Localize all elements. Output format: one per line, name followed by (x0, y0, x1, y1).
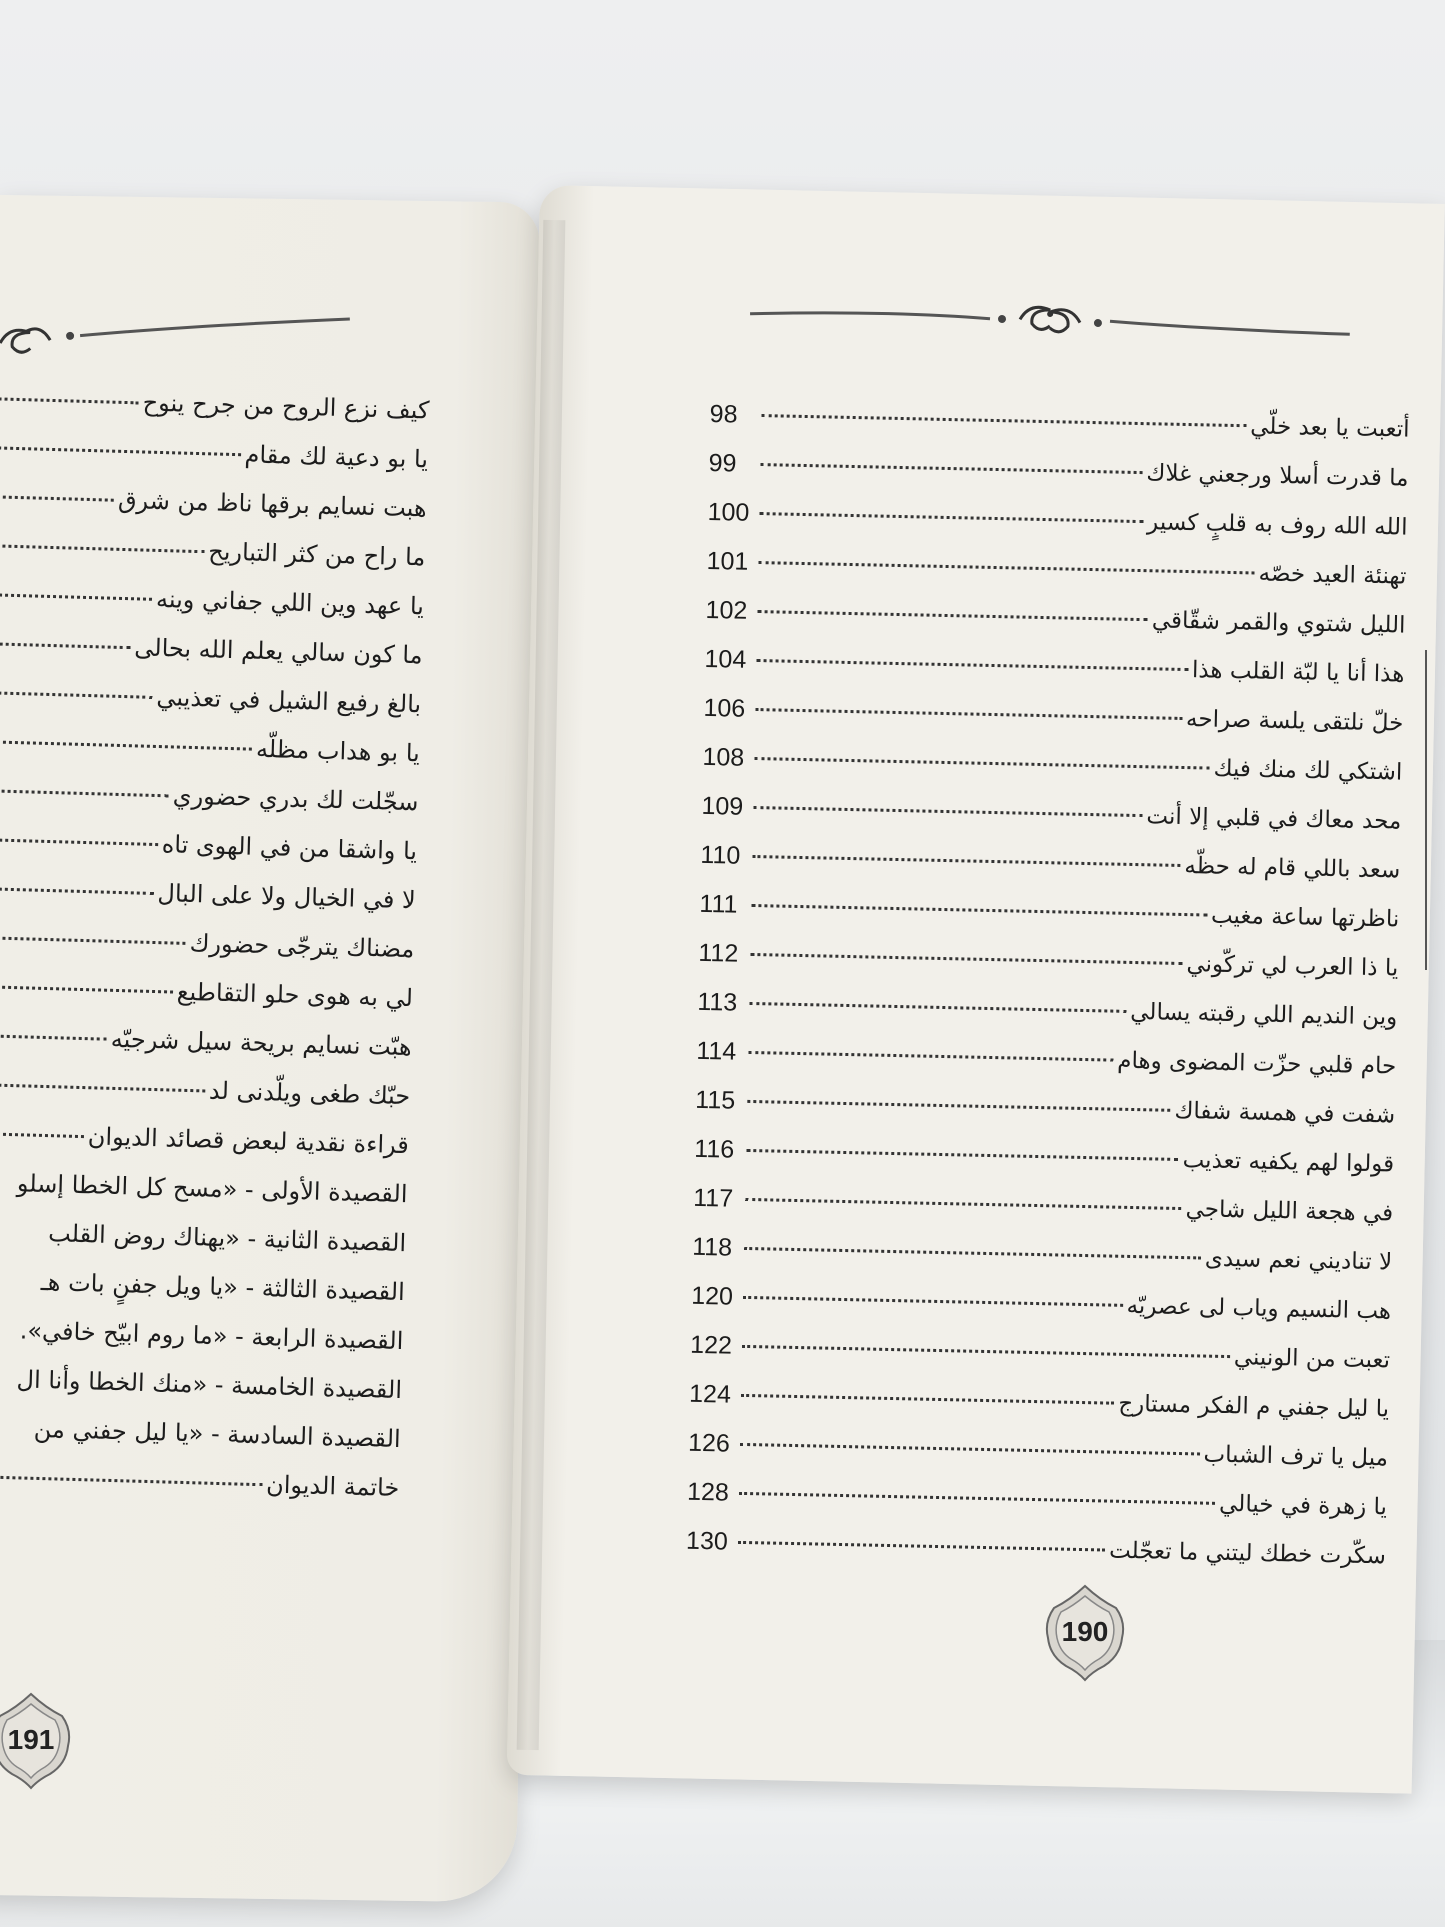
dot-leader (738, 1541, 1105, 1552)
page-number: 191 (7, 1724, 55, 1755)
toc-title: وين النديم اللي رقبته يسالي (1130, 998, 1398, 1031)
toc-page-number: 102 (705, 595, 748, 625)
dot-leader (0, 442, 241, 456)
toc-title: محد معاك في قلبي إلا أنت (1146, 803, 1402, 835)
dot-leader (742, 1345, 1230, 1358)
toc-page-number: 108 (702, 742, 745, 772)
toc-title: ميل يا ترف الشباب (1203, 1441, 1389, 1472)
toc-list-right (685, 400, 1409, 1590)
toc-page-number: 106 (703, 693, 746, 723)
toc-title: حبّك طغى ويلّدنى لد (208, 1076, 411, 1111)
toc-title: سعد باللي قام له حظّه (1184, 853, 1401, 884)
dot-leader (0, 589, 152, 601)
toc-title: لا تناديني نعم سيدى (1204, 1245, 1393, 1276)
toc-page-number: 113 (697, 987, 738, 1017)
toc-page-number: 117 (692, 1183, 734, 1213)
toc-title: يا واشقا من في الهوى تاه (161, 830, 418, 866)
toc-page-number: 104 (704, 644, 747, 674)
dot-leader (761, 463, 1143, 474)
dot-leader (0, 638, 130, 649)
toc-title: الليل شتوي والقمر شقّاقي (1151, 607, 1406, 639)
toc-page-number: 100 (707, 497, 750, 527)
page-badge-icon (0, 1690, 74, 1790)
dot-leader (0, 1079, 205, 1093)
dot-leader (744, 1247, 1201, 1260)
toc-page-number: 101 (706, 546, 749, 576)
toc-title: القصيدة الخامسة - «منك الخطا وأنا ال (16, 1365, 403, 1405)
dot-leader (0, 687, 153, 699)
toc-title: هبت نسايم برقها ناظ من شرق (117, 485, 428, 523)
toc-page-number: 122 (689, 1330, 733, 1360)
dot-leader (0, 491, 114, 502)
dot-leader (753, 806, 1142, 817)
dot-leader (751, 904, 1207, 917)
dot-leader (0, 932, 186, 945)
toc-page-number: 115 (695, 1085, 736, 1115)
toc-page-number: 128 (686, 1477, 730, 1507)
toc-title: تعبت من الونيني (1233, 1344, 1391, 1374)
toc-page-number: 112 (698, 938, 739, 968)
toc-title: خاتمة الديوان (265, 1470, 400, 1503)
toc-page-number: 124 (688, 1379, 732, 1409)
page-number: 190 (1061, 1616, 1109, 1647)
dot-leader (759, 561, 1255, 574)
toc-title: قراءة نقدية لبعض قصائد الديوان (87, 1122, 410, 1160)
toc-title: كيف نزع الروح من جرح ينوح (142, 388, 430, 425)
dot-leader (0, 883, 154, 895)
toc-title: لي به هوى حلو التقاطيع (176, 977, 414, 1013)
toc-title: الله الله روف به قلبٍ كسير (1146, 509, 1408, 541)
dot-leader (0, 1030, 107, 1041)
ornament-divider-icon (0, 297, 360, 363)
toc-title: اشتكي لك منك فيك (1213, 755, 1403, 786)
toc-title: شفت في همسة شفاك (1174, 1097, 1396, 1129)
dot-leader (745, 1198, 1181, 1210)
dot-leader (752, 855, 1180, 867)
toc-title: هذا أنا يا لبّة القلب هذا (1191, 657, 1405, 688)
toc-page-number: 116 (694, 1134, 735, 1164)
toc-page-number: 110 (700, 840, 741, 870)
toc-title: لا في الخيال ولا على البال (157, 879, 417, 915)
toc-page-number: 126 (687, 1428, 731, 1458)
toc-title: قولوا لهم يكفيه تعذيب (1182, 1147, 1395, 1178)
page-edge-ornament (1425, 650, 1445, 970)
dot-leader (757, 659, 1188, 671)
toc-title: القصيدة الثالثة - «يا ويل جفنٍ بات هـ (40, 1267, 406, 1307)
toc-title: هبّت نسايم بريحة سيل شرجيّه (110, 1024, 412, 1062)
dot-leader (0, 540, 204, 553)
toc-title: القصيدة الثانية - «يهناك روض القلب (47, 1219, 407, 1258)
page-badge-icon (1042, 1582, 1128, 1682)
dot-leader (748, 1051, 1113, 1062)
dot-leader (755, 708, 1182, 720)
toc-title: هب النسيم وياب لى عصريّه (1126, 1292, 1392, 1325)
toc-page-number: 120 (690, 1281, 734, 1311)
toc-title: أتعبت يا بعد خلّي (1249, 413, 1410, 443)
dot-leader (762, 414, 1247, 427)
toc-title: يا بو هداب مظلّه (255, 734, 421, 768)
dot-leader (739, 1492, 1215, 1505)
toc-title: خلّ نلتقى يلسة صراحه (1185, 706, 1404, 737)
dot-leader (760, 512, 1144, 523)
toc-title: ما راح من كثر التباريح (207, 537, 426, 572)
toc-title: ما قدرت أسلا ورجعني غلاك (1146, 460, 1409, 492)
toc-list-left (0, 380, 430, 1523)
toc-title: ناظرتها ساعة مغيب (1210, 902, 1400, 933)
dot-leader (746, 1149, 1178, 1161)
toc-title: القصيدة الرابعة - «ما روم ابيّح خافي». (19, 1316, 404, 1356)
dot-leader (0, 1471, 262, 1487)
dot-leader (0, 736, 252, 751)
dot-leader (0, 1128, 84, 1138)
dot-leader (758, 610, 1148, 621)
toc-title: يا ذا العرب لي تركّوني (1186, 951, 1399, 982)
dot-leader (743, 1296, 1122, 1307)
dot-leader (0, 785, 169, 797)
toc-page-number: 111 (699, 889, 738, 919)
toc-page-number: 114 (696, 1036, 737, 1066)
toc-title: مضناك يترجّى حضورك (189, 928, 415, 964)
dot-leader (747, 1100, 1170, 1112)
dot-leader (750, 953, 1182, 965)
toc-title: يا بو دعية لك مقام (244, 440, 429, 474)
dot-leader (740, 1443, 1199, 1456)
dot-leader (741, 1394, 1114, 1405)
toc-title: تهنئة العيد خصّه (1258, 560, 1407, 590)
dot-leader (754, 757, 1209, 770)
toc-page-number: 130 (685, 1526, 729, 1556)
dot-leader (0, 981, 173, 994)
toc-page-number: 118 (691, 1232, 733, 1262)
toc-page-number: 98 (709, 400, 738, 429)
toc-title: يا زهرة في خيالي (1218, 1490, 1388, 1521)
toc-page-number: 99 (708, 448, 737, 478)
toc-title: يا عهد وين اللي جفاني وينه (155, 584, 425, 621)
toc-title: ما كون سالي يعلم الله بحالى (133, 633, 423, 670)
toc-title: يا ليل جفني م الفكر مستارج (1118, 1390, 1390, 1423)
toc-title: سجّلت لك بدري حضوري (172, 781, 419, 817)
dot-leader (0, 393, 139, 404)
toc-title: القصيدة السادسة - «يا ليل جفني من (33, 1414, 402, 1454)
toc-title: في هجعة الليل شاجي (1185, 1196, 1394, 1227)
toc-title: القصيدة الأولى - «مسح كل الخطا إسلو (16, 1169, 408, 1209)
toc-title: حام قلبي حزّت المضوى وهام (1116, 1047, 1397, 1080)
toc-title: بالغ رفيع الشيل في تعذيبي (156, 682, 422, 719)
toc-title: سكّرت خطك ليتني ما تعجّلت (1108, 1537, 1387, 1570)
toc-page-number: 109 (701, 791, 744, 821)
dot-leader (749, 1002, 1126, 1013)
dot-leader (0, 834, 158, 846)
